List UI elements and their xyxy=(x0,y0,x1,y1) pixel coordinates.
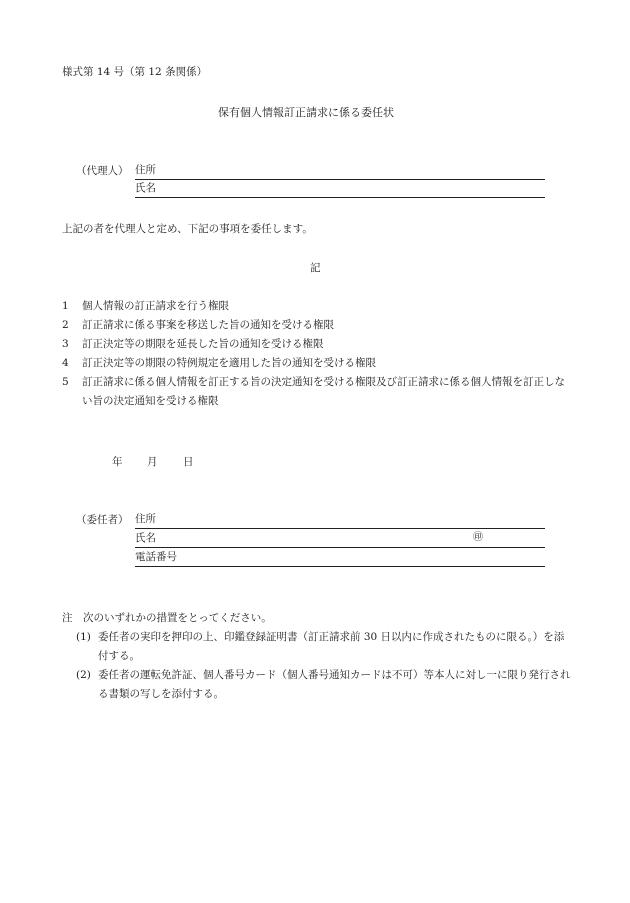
date-month-label: 月 xyxy=(147,456,158,468)
note-text: 委任者の運転免許証、個人番号カード（個人番号通知カードは不可）等本人に対し一に限り発行される書類の写しを添付する。 xyxy=(98,669,571,700)
item-number: 2 xyxy=(62,319,69,331)
date-year-label: 年 xyxy=(112,456,123,468)
list-item xyxy=(62,335,574,354)
agent-address-field[interactable] xyxy=(135,163,545,180)
ki-heading: 記 xyxy=(310,262,321,274)
item-text: 個人情報の訂正請求を行う権限 xyxy=(82,300,229,312)
item-number: 4 xyxy=(62,357,69,369)
list-item xyxy=(62,373,574,411)
document-title: 保有個人情報訂正請求に係る委任状 xyxy=(218,106,394,119)
agent-role-label: （代理人） xyxy=(76,165,129,177)
seal-mark: ㊞ xyxy=(473,532,483,543)
note-item xyxy=(62,628,574,666)
list-item xyxy=(62,354,574,373)
item-number: 1 xyxy=(62,300,69,312)
delegation-statement: 上記の者を代理人と定め、下記の事項を委任します。 xyxy=(62,223,313,235)
note-number: (2) xyxy=(76,669,91,681)
notes-section xyxy=(62,609,574,704)
note-text: 委任者の実印を押印の上、印鑑登録証明書（訂正請求前 30 日以内に作成されたものに限る。）を添付する。 xyxy=(98,631,565,662)
item-text: 訂正請求に係る個人情報を訂正する旨の決定通知を受ける権限及び訂正請求に係る個人情報を訂正しない旨の決定通知を受ける権限 xyxy=(82,376,565,407)
principal-name-label: 氏名 xyxy=(135,532,156,544)
item-number: 3 xyxy=(62,338,69,350)
item-number: 5 xyxy=(62,376,69,388)
list-item xyxy=(62,297,574,316)
delegated-items-list xyxy=(62,297,574,411)
item-text: 訂正決定等の期限の特例規定を適用した旨の通知を受ける権限 xyxy=(82,357,376,369)
agent-name-field[interactable] xyxy=(135,181,545,198)
principal-address-label: 住所 xyxy=(135,513,156,525)
agent-name-label: 氏名 xyxy=(135,182,156,194)
principal-phone-label: 電話番号 xyxy=(135,551,177,563)
item-text: 訂正請求に係る事案を移送した旨の通知を受ける権限 xyxy=(82,319,334,331)
note-number: (1) xyxy=(76,631,91,643)
item-text: 訂正決定等の期限を延長した旨の通知を受ける権限 xyxy=(82,338,324,350)
principal-address-field[interactable] xyxy=(135,512,545,529)
form-number: 様式第 14 号（第 12 条関係） xyxy=(62,66,208,78)
list-item xyxy=(62,316,574,335)
notes-heading: 注 次のいずれかの措置をとってください。 xyxy=(62,612,272,624)
date-day-label: 日 xyxy=(183,456,194,468)
note-item xyxy=(62,666,574,704)
agent-address-label: 住所 xyxy=(135,164,156,176)
principal-role-label: （委任者） xyxy=(76,514,129,526)
principal-name-field[interactable] xyxy=(135,531,545,548)
principal-phone-field[interactable] xyxy=(135,550,545,567)
